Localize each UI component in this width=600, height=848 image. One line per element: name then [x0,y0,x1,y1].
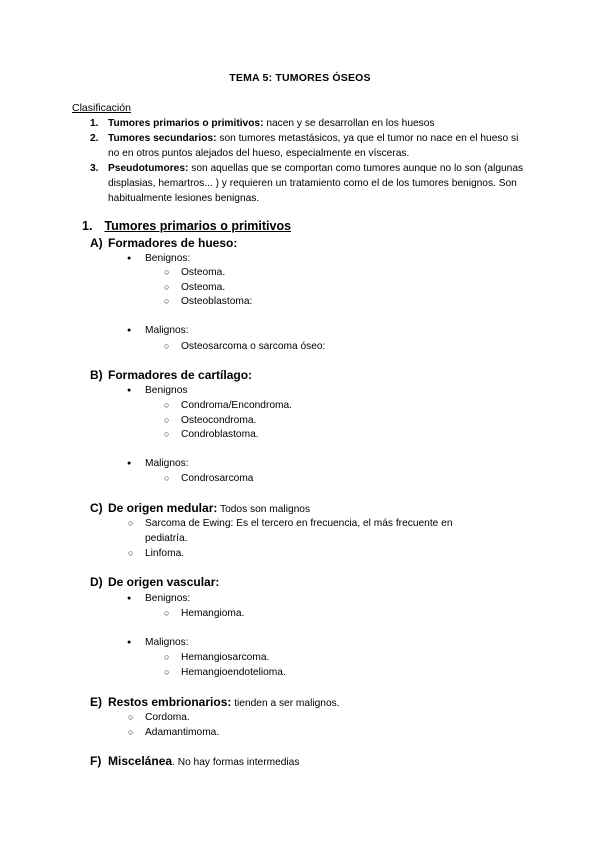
clasificacion-heading: Clasificación [72,102,131,114]
subsection-letter: C) [90,501,103,515]
sub-bullet-item: ○ Adamantimoma. [145,725,219,740]
bullet-item: ● Benignos: [145,591,190,606]
sub-bullet-item: ○ Condrosarcoma [181,471,253,486]
page-title: TEMA 5: TUMORES ÓSEOS [229,72,371,84]
sub-bullet-item: ○ Sarcoma de Ewing: Es el tercero en frecuencia, el más frecuente en [145,516,452,531]
sub-bullet-item: ○ Linfoma. [145,546,184,561]
subsection-title: De origen medular: [108,501,218,515]
list-item-text: nacen y se desarrollan en los huesos [263,118,435,129]
subsection-title: Formadores de cartílago: [108,368,253,382]
bullet-item: ● Malignos: [145,456,189,471]
list-item-term: Tumores secundarios: [108,133,217,144]
sub-bullet-item: ○ Hemangiosarcoma. [181,650,269,665]
subsection-f [90,753,299,771]
list-number: 3. [90,163,99,174]
sub-bullet-item: ○ Osteoma. [181,280,225,295]
bullet-item: ● Malignos: [145,323,189,338]
bullet-item: ● Benignos: [145,251,190,266]
sub-bullet-item: ○ Osteoblastoma: [181,294,252,309]
list-item [108,131,528,161]
list-item-term: Tumores primarios o primitivos: [108,118,264,129]
subsection-note: . No hay formas intermedias [172,757,300,768]
subsection-letter: D) [90,575,103,589]
subsection-letter: F) [90,754,102,768]
sub-bullet-item: ○ Osteoma. [181,265,225,280]
subsection-title: Formadores de hueso: [108,236,238,250]
sub-bullet-item: ○ Hemangioma. [181,606,244,621]
sub-bullet-item: ○ Cordoma. [145,710,190,725]
subsection-a [90,235,237,251]
list-item-term: Pseudotumores: [108,163,189,174]
list-item-text: son tumores metastásicos, ya que el tumor no nace en el hueso si no en otros puntos alejados del hueso, especialmente en vísceras. [108,133,519,159]
bullet-item: ● Malignos: [145,635,189,650]
subsection-note: Todos son malignos [217,504,311,515]
sub-bullet-item: ○ Osteocondroma. [181,413,256,428]
subsection-letter: E) [90,695,102,709]
subsection-d [90,574,219,590]
subsection-b [90,367,252,383]
bullet-item: ● Benignos [145,383,187,398]
subsection-letter: A) [90,236,103,250]
sub-bullet-item: ○ Osteosarcoma o sarcoma óseo: [181,339,325,354]
subsection-title: Restos embrionarios: [108,695,232,709]
sub-bullet-item: ○ Hemangioendotelioma. [181,665,286,680]
subsection-note: tienden a ser malignos. [231,698,340,709]
list-item-text: son aquellas que se comportan como tumores aunque no lo son (algunas displasias, hemartros... ) y requieren un tratamiento como el de los tumores benignos. Son habitualmente lesiones benignas. [108,163,524,204]
list-item [108,161,528,206]
section-title: Tumores primarios o primitivos [104,219,292,233]
list-item [108,116,528,131]
sub-bullet-item: ○ Condroblastoma. [181,427,259,442]
sub-bullet-item: ○ Condroma/Encondroma. [181,398,292,413]
sub-bullet-continuation: pediatría. [145,533,188,544]
section-number: 1. [82,219,93,233]
list-number: 2. [90,133,99,144]
subsection-letter: B) [90,368,103,382]
list-number: 1. [90,118,99,129]
subsection-title: De origen vascular: [108,575,220,589]
subsection-title: Miscelánea [108,754,173,768]
section-heading [82,219,291,233]
